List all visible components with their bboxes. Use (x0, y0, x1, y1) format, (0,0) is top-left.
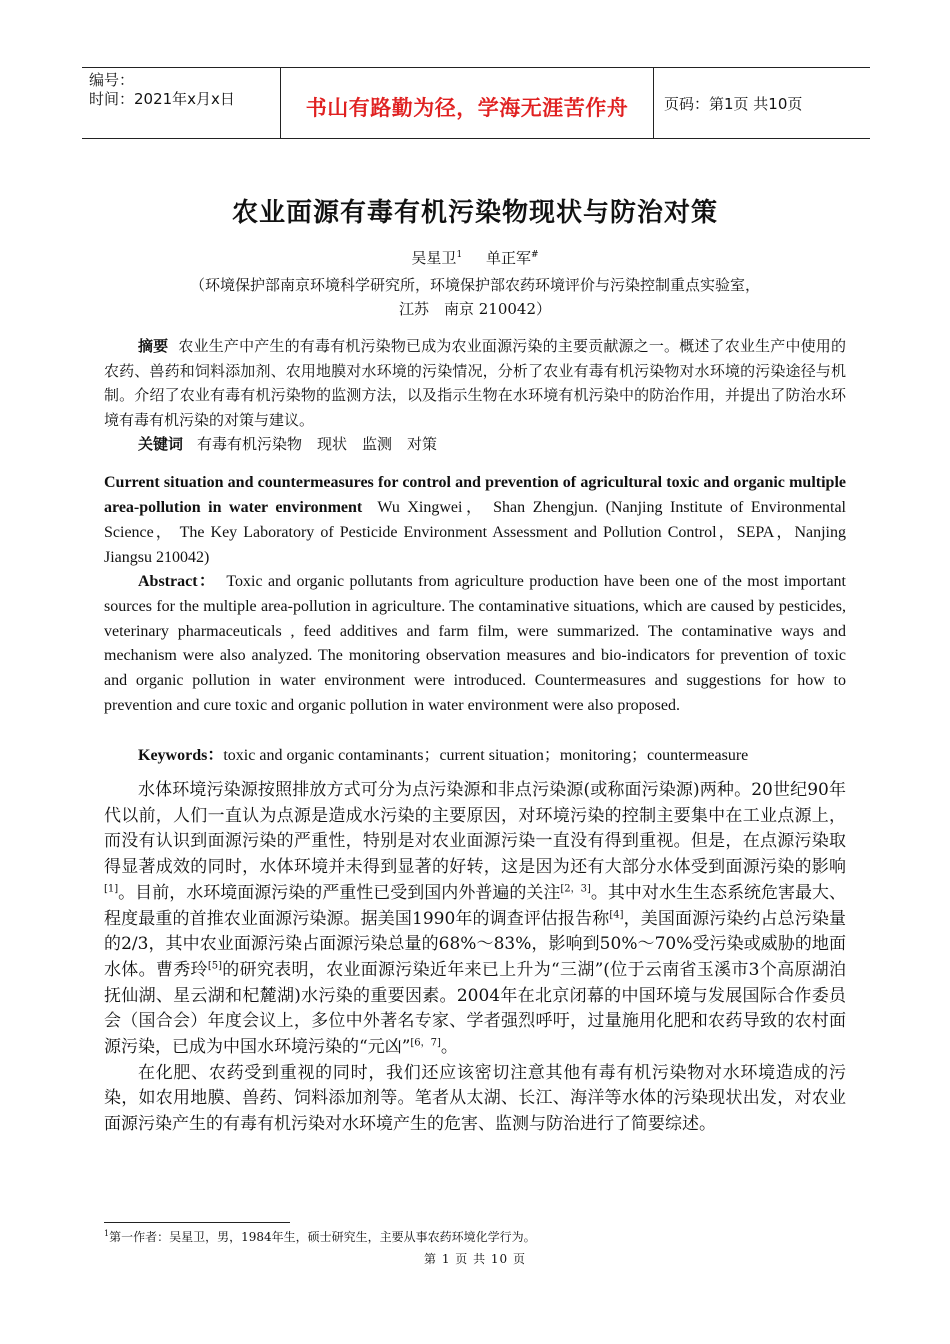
header-info-cell (82, 68, 281, 138)
english-title-block (104, 470, 846, 570)
body-text-segment: 水体环境污染源按照排放方式可分为点污染源和非点污染源(或称面污染源)两种。20世纪90年代以前，人们一直认为点源是造成水污染的主要原因，对环境污染的控制主要集中在工业点源上，而没有认识到面源污染的严重性，特别是对农业面源污染一直没有得到重视。但是，在点源污染取得显著成效的同时，水体环境并未得到显著的好转，这是因为还有大部分水体受到面源污染的影响 (104, 780, 846, 878)
chinese-abstract (104, 334, 846, 432)
author-name: 吴星卫 (411, 249, 457, 267)
english-title: Current situation and countermeasures for control and prevention of agricultural toxic and organic multiple area-pollution in water environment (104, 474, 846, 516)
page-footer: 第 1 页 共 10 页 (424, 1252, 526, 1266)
chinese-keywords (104, 432, 846, 456)
footnote-divider (104, 1222, 290, 1223)
body-text (104, 778, 846, 1138)
body-text-segment: 的研究表明，农业面源污染近年来已上升为“三湖”(位于云南省玉溪市3个高原湖泊抚仙湖、星云湖和杞麓湖)水污染的重要因素。2004年在北京闭幕的中国环境与发展国际合作委员会（国合会）年度会议上，多位中外著名专家、学者强烈呼吁，过量施用化肥和农药导致的农村面源污染，已成为中国水环境污染的“元凶” (104, 959, 846, 1058)
document-time-label: 时间：2021年x月x日 (89, 90, 235, 108)
footnote-text: 第一作者：吴星卫，男，1984年生，硕士研究生，主要从事农药环境化学行为。 (109, 1230, 536, 1244)
english-keywords (104, 744, 846, 768)
citation-ref: [6，7] (410, 1037, 441, 1049)
body-text-segment: ，美国面源污染约占总污染量的2/3，其中农业面源污染占面源污染总量的68%～83%，影响到50%～70%受污染或威胁的地面水体。曹秀玲 (104, 908, 847, 980)
affiliation-line-2: 江苏 南京 210042） (398, 300, 552, 318)
chinese-keywords-text: 有毒有机污染物 现状 监测 对策 (197, 435, 438, 453)
header-motto: 书山有路勤为径，学海无涯苦作舟 (305, 96, 629, 120)
author-name: 单正军 (486, 249, 532, 267)
paper-title: 农业面源有毒有机污染物现状与防治对策 (231, 198, 718, 228)
page-header (82, 67, 870, 139)
chinese-keywords-label: 关键词 (138, 435, 184, 453)
document-number-label: 编号： (89, 71, 135, 89)
author-mark: # (531, 250, 539, 260)
chinese-abstract-label: 摘要 (138, 337, 169, 355)
english-authors-affiliation: Wu Xingwei， Shan Zhengjun. (Nanjing Institute of Environmental Science， The Key Laboratory of Pesticide Environment Assessment and Pollution Control，SEPA，Nanjing Jiangsu 210042) (104, 499, 846, 566)
citation-ref: [1] (104, 883, 119, 895)
body-paragraph: 在化肥、农药受到重视的同时，我们还应该密切注意其他有毒有机污染物对水环境造成的污染，如农用地膜、兽药、饲料添加剂等。笔者从太湖、长江、海洋等水体的污染现状出发，对农业面源污染产生的有毒有机污染对水环境产生的危害、监测与防治进行了简要综述。 (104, 1062, 846, 1135)
footnote (104, 1228, 536, 1245)
english-keywords-label: Keywords： (138, 747, 224, 764)
citation-ref: [2，3] (560, 883, 591, 895)
header-motto-cell (281, 68, 654, 138)
english-abstract-text: Toxic and organic pollutants from agriculture production have been one of the most important sources for the multiple area-pollution in agriculture. The contaminative situations, which are caused by pesticides, veterinary pharmaceuticals , feed additives and farm film, were summarized. The contaminative ways and mechanism were also analyzed. The monitoring observation measures and bio-indicators for prevention of toxic and organic pollution in water environment were introduced. Countermeasures and suggestions for how to prevention and cure toxic and organic pollution in water environment were also proposed. (104, 573, 847, 714)
header-page-number: 页码：第1页 共10页 (664, 95, 803, 113)
body-text-segment: 。 (440, 1037, 458, 1058)
english-abstract (104, 570, 846, 719)
english-abstract-label: Abstract： (138, 573, 217, 590)
body-paragraph (104, 778, 846, 1061)
footnote-mark: 1 (104, 1229, 110, 1238)
affiliation (0, 273, 950, 321)
header-page-cell (654, 68, 870, 138)
body-text-segment: 。目前，水环境面源污染的严重性已受到国内外普遍的关注 (118, 882, 561, 903)
english-keywords-text: toxic and organic contaminants；current situation；monitoring；countermeasure (223, 747, 749, 764)
author-mark: 1 (456, 250, 463, 260)
chinese-abstract-text: 农业生产中产生的有毒有机污染物已成为农业面源污染的主要贡献源之一。概述了农业生产中使用的农药、兽药和饲料添加剂、农用地膜对水环境的污染情况，分析了农业有毒有机污染物对水环境的污染途径与机制。介绍了农业有毒有机污染物的监测方法，以及指示生物在水环境有机污染中的防治作用，并提出了防治水环境有毒有机污染的对策与建议。 (104, 337, 846, 429)
affiliation-line-1: （环境保护部南京环境科学研究所，环境保护部农药环境评价与污染控制重点实验室， (189, 276, 760, 294)
body-text-segment: 。其中对水生生态系统危害最大、程度最重的首推农业面源污染源。据美国1990年的调查评估报告称 (104, 882, 847, 929)
citation-ref: [5] (207, 960, 222, 972)
citation-ref: [4] (609, 908, 624, 920)
author-line (0, 247, 950, 268)
